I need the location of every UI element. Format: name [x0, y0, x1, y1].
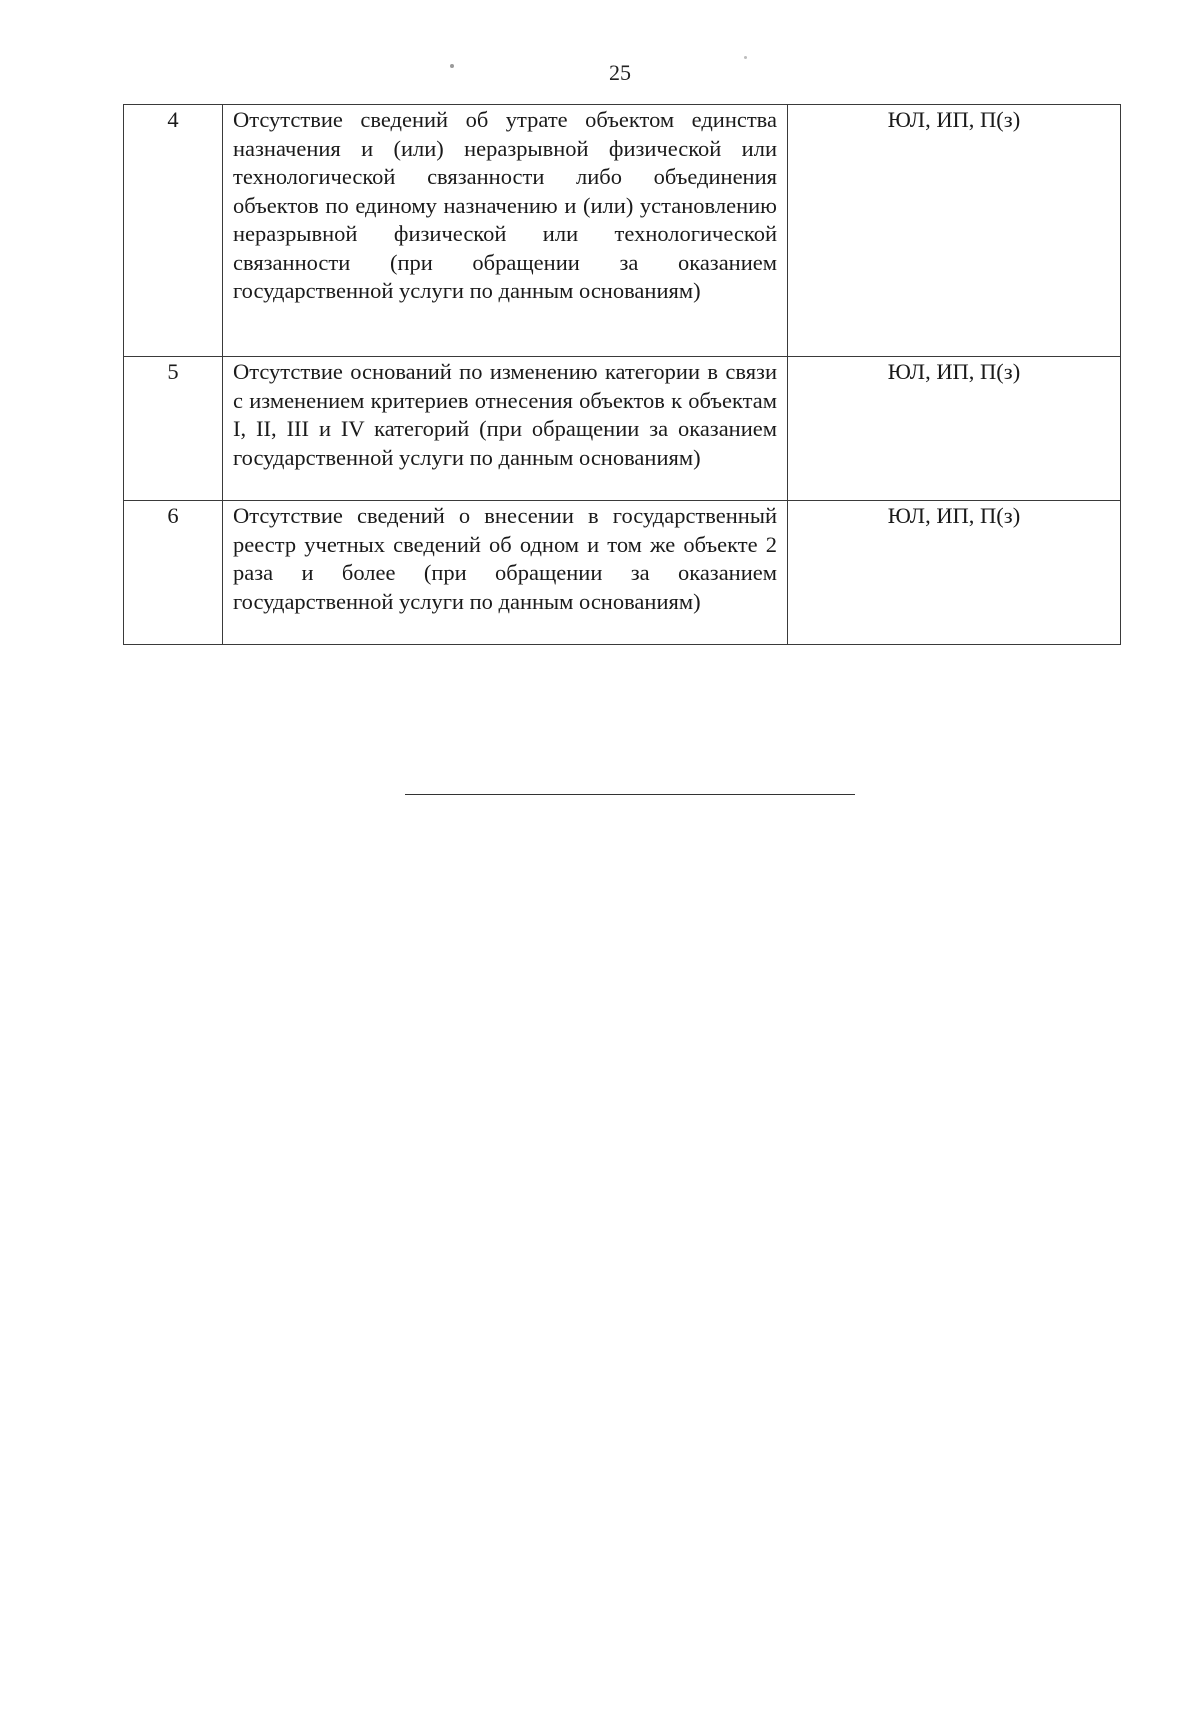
page-number: 25 — [609, 60, 631, 85]
row-description: Отсутствие сведений об утрате объектом единства назначения и (или) неразрывной физической или технологической связанности либо объединения объектов по единому назначению и (или) установлению неразрывной физической или технологической связанности (при обращении за оказанием государственной услуги по данным основаниям) — [223, 105, 788, 357]
row-number: 5 — [124, 357, 223, 501]
row-description: Отсутствие оснований по изменению категории в связи с изменением критериев отнесения объектов к объектам I, II, III и IV категорий (при обращении за оказанием государственной услуги по данным основаниям) — [223, 357, 788, 501]
row-applicants: ЮЛ, ИП, П(з) — [788, 501, 1121, 645]
row-number: 6 — [124, 501, 223, 645]
table-row — [124, 501, 1121, 645]
row-description: Отсутствие сведений о внесении в государственный реестр учетных сведений об одном и том же объекте 2 раза и более (при обращении за оказанием государственной услуги по данным основаниям) — [223, 501, 788, 645]
scan-speck — [450, 64, 454, 68]
row-number: 4 — [124, 105, 223, 357]
table-row — [124, 357, 1121, 501]
row-applicants: ЮЛ, ИП, П(з) — [788, 105, 1121, 357]
row-applicants: ЮЛ, ИП, П(з) — [788, 357, 1121, 501]
table-row — [124, 105, 1121, 357]
scan-speck — [744, 56, 747, 59]
closing-rule-line — [405, 794, 855, 795]
requirements-table — [123, 104, 1121, 645]
